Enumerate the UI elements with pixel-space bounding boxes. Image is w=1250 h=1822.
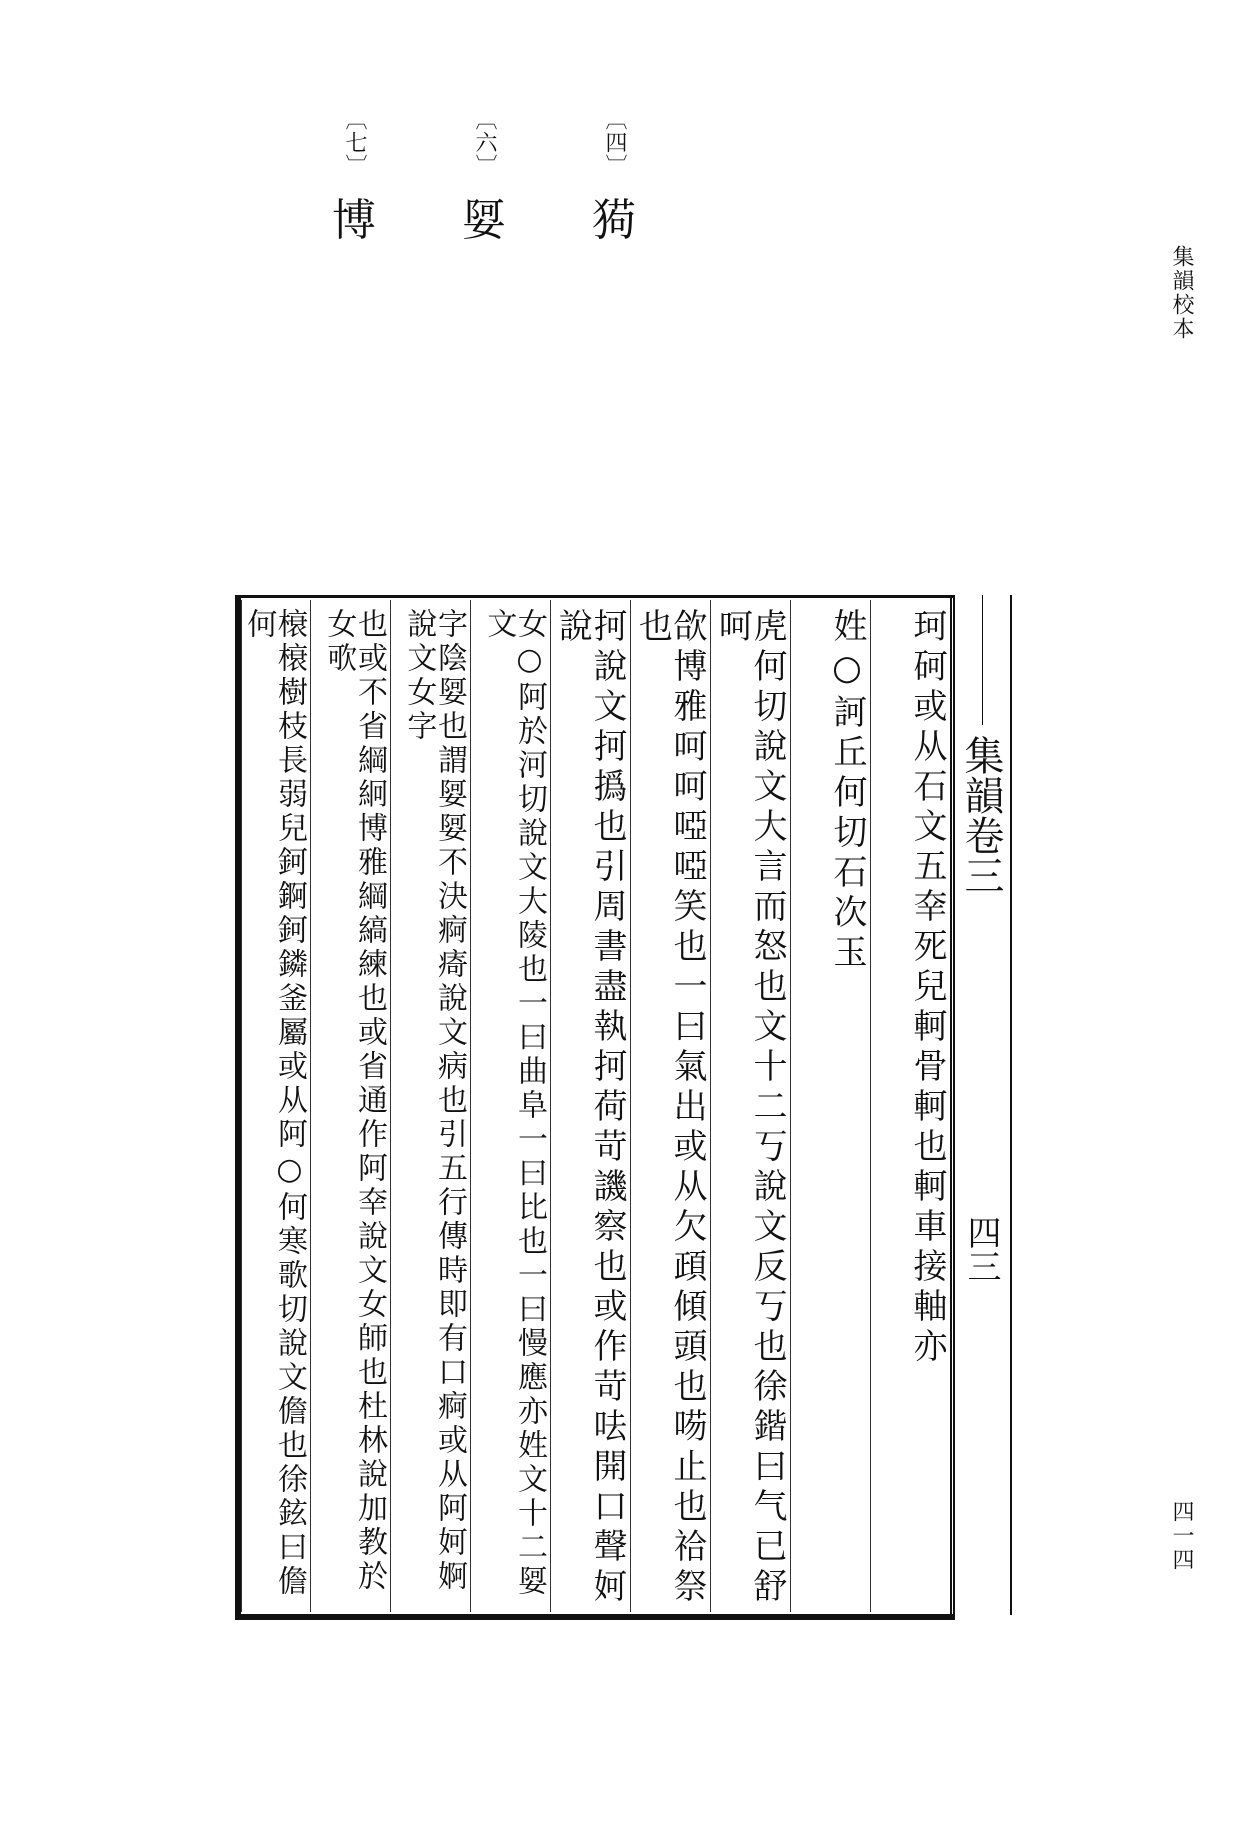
note-mark: 〔七〕 [342, 108, 367, 177]
column-text: 抲說文抲撝也引周書盡執抲荷苛譏察也或作苛呿開口聲妸說 [552, 608, 627, 1608]
strip-title: 集韻卷三 [958, 735, 1004, 895]
fish-mouth-strip [950, 595, 1012, 1615]
book-title: 集韻校本 [1169, 245, 1194, 341]
column-text: 虎何切說文大言而怒也文十二丂說文反丂也徐鍇曰气已舒呵 [712, 608, 787, 1608]
note-mark: 〔四〕 [602, 108, 627, 177]
note-mark: 〔六〕 [472, 108, 497, 177]
text-column-5 [550, 600, 630, 1612]
strip-page: 四三 [961, 1215, 1001, 1283]
text-column-3 [710, 600, 790, 1612]
page-folio: 四一四 [1169, 1500, 1194, 1572]
strip-rule [982, 595, 983, 725]
column-text: 女○阿於河切說文大陵也一曰曲阜一曰比也一曰慢應亦姓文十二娿文 [481, 608, 547, 1599]
text-column-9 [241, 600, 310, 1612]
column-text: 字陰娿也謂娿娿不決痾㾨說文病也引五行傳時即有口痾或从阿妸婀說文女字 [401, 608, 467, 1594]
note-char: 博 [332, 195, 376, 246]
text-column-4 [630, 600, 710, 1612]
column-text: 欱博雅呵呵啞啞笑也一曰氣出或从欠頙傾頭也㖴止也祫祭也 [632, 608, 707, 1608]
text-column-2 [790, 600, 870, 1612]
note-char: 㺃 [592, 195, 636, 246]
column-text: 榱榱樹枝長弱兒鈳錒鈳鏻釜屬或从阿○何寒歌切說文儋也徐鉉曰儋何 [241, 608, 307, 1599]
column-text: 珂砢或从石文五㚔死兒軻骨軻也軻車接軸亦 [907, 608, 947, 1368]
column-text: 也或不省綱絅博雅綱縞練也或省通作阿㚔說文女師也杜林說加教於女㰤 [321, 608, 387, 1594]
note-4 [592, 108, 636, 246]
text-column-7 [390, 600, 470, 1612]
text-column-1 [870, 600, 950, 1612]
text-column-8 [310, 600, 390, 1612]
column-text: 姓○訶丘何切石次玉 [827, 608, 867, 974]
note-6 [462, 108, 506, 246]
note-7 [332, 108, 376, 246]
note-char: 娿 [462, 195, 506, 246]
text-column-6 [470, 600, 550, 1612]
